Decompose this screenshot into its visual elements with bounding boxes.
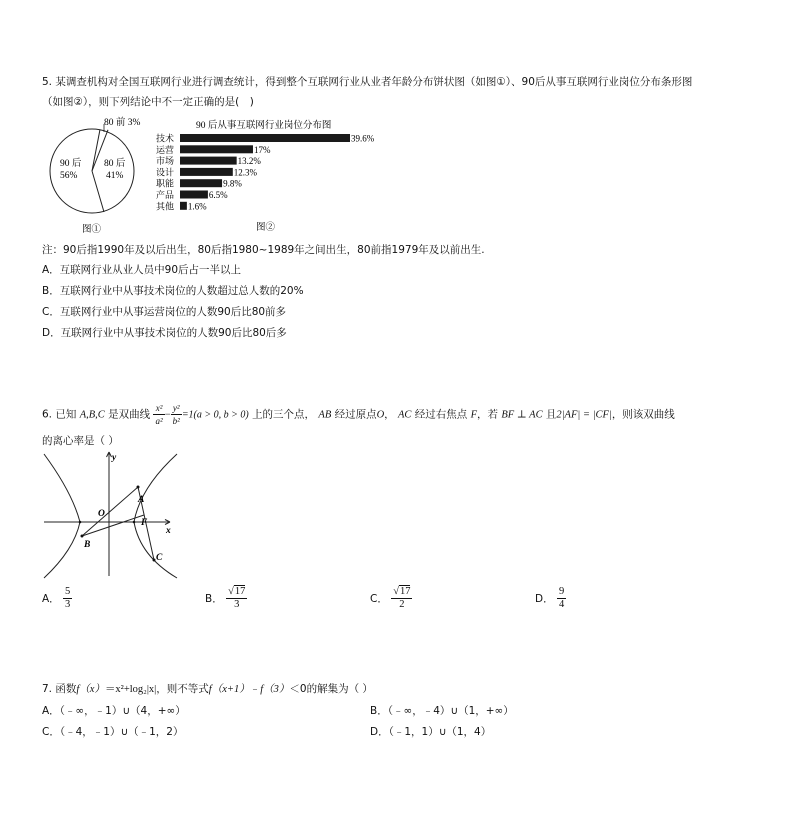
- pie-pct-80hou: 41%: [106, 171, 124, 181]
- q6-cond1: BF ⊥ AC: [501, 409, 543, 421]
- q6-frac-y-den: b²: [172, 416, 180, 426]
- q5-option-c: C．互联网行业中从事运营岗位的人数90后比80前多: [42, 306, 287, 318]
- q6-option-c-letter: C．: [370, 593, 388, 605]
- q6-option-a-num: 5: [65, 586, 71, 597]
- q6-text-focus: 经过右焦点: [414, 408, 468, 421]
- q6-frac-y-num: y²: [171, 402, 182, 415]
- label-y: y: [112, 453, 117, 463]
- pie-pct-90hou: 56%: [60, 171, 78, 181]
- label-a: A: [138, 495, 145, 505]
- hyperbola-figure: [42, 450, 182, 580]
- q6-cond2: 2|AF| = |CF|: [556, 409, 612, 421]
- pie-label-80hou: 80 后: [104, 159, 126, 169]
- pie-label-80qian: 80 前 3%: [104, 118, 141, 128]
- q6-frac-x: [153, 402, 164, 427]
- point-a: [137, 486, 140, 489]
- pie-caption: 图①: [82, 225, 102, 235]
- q6-option-b-frac: $\frac{√17}{3}$: [228, 586, 246, 610]
- q7-stem-d: ＜0的解集为（ ）: [289, 683, 373, 695]
- q6-ac: AC: [398, 409, 412, 421]
- q6-text-hyperbola: 是双曲线: [108, 408, 151, 421]
- pie-label-90hou: 90 后: [60, 159, 82, 169]
- bar-category-label: 其他: [156, 201, 175, 212]
- q6-eq-rest: =1(a > 0, b > 0): [181, 409, 249, 421]
- bar-chart-caption: 图②: [256, 223, 276, 233]
- q6-option-a-frac: [63, 586, 72, 611]
- bar-value-label: 12.3%: [233, 167, 258, 178]
- q6-ab: AB: [318, 409, 332, 421]
- q6-stem-line2: 的离心率是（ ）: [42, 435, 119, 447]
- q6-f: F: [470, 409, 478, 421]
- label-x: x: [166, 526, 171, 536]
- pie-chart: [44, 114, 141, 236]
- q7-option-d: D．（﹣1，1）∪（1，4）: [370, 726, 492, 738]
- label-c: C: [156, 553, 163, 563]
- bar-chart: [150, 118, 400, 236]
- q5-option-d: D．互联网行业中从事技术岗位的人数90后比80后多: [42, 327, 287, 339]
- bar-category-label: 产品: [156, 190, 175, 200]
- q5-note: 注：90后指1990年及以后出生，80后指1980~1989年之间出生，80前指1979年及以前出生.: [42, 244, 485, 256]
- bar-category-label: 设计: [156, 167, 175, 178]
- point-left-vertex: [79, 521, 82, 524]
- q6-option-c-frac: $\frac{√17}{2}$: [393, 586, 411, 610]
- q6-option-b-den: 3: [234, 599, 240, 610]
- bar-mark: [180, 168, 233, 176]
- q6-text-and: 且: [545, 408, 557, 421]
- bar-value-label: 6.5%: [208, 190, 228, 200]
- q6-o: O: [376, 409, 385, 421]
- bar-value-label: 17%: [253, 144, 271, 155]
- q7-fx1: f（x+1）: [208, 684, 250, 695]
- pie-divider-bottom: [92, 171, 104, 212]
- bar-category-label: 技术: [156, 133, 175, 144]
- q7-option-a: A．（﹣∞，﹣1）∪（4，+∞）: [42, 705, 186, 717]
- point-right-vertex: [133, 521, 136, 524]
- q6-option-c-den: 2: [399, 599, 405, 610]
- bar-mark: [180, 157, 237, 165]
- q7-stem-c: ﹣: [249, 683, 261, 695]
- q6-stem-line1: 6. 已知 A,B,C 是双曲线 $\frac{\text{x²}}{\text{a²}}$ − $\frac{\text{y²}}{\text{b²}}$ =1(a > 0, b > 0) 上的三个点， AB 经过原点O， AC 经过右焦点 F，若 BF ⊥ AC 且2|AF| = |CF|，则该双曲线: [42, 403, 675, 426]
- q6-text-then: ，则该双曲线: [611, 408, 675, 421]
- bar-chart-title: 90 后从事互联网行业岗位分布图: [196, 121, 332, 131]
- q6-option-b-num: 17: [234, 586, 246, 597]
- q6-text-origin: 经过原点: [334, 408, 377, 421]
- q6-option-a-den: 3: [65, 599, 71, 610]
- q5-stem-line2: （如图②），则下列结论中不一定正确的是( ): [42, 96, 254, 108]
- q7-stem-a: 7. 函数: [42, 683, 77, 695]
- q7-stem: [42, 681, 373, 696]
- q7-option-b: B．（﹣∞，﹣4）∪（1，+∞）: [370, 705, 514, 717]
- q6-option-b-letter: B．: [205, 593, 223, 605]
- bar-mark: [180, 145, 253, 153]
- q6-option-c: [370, 586, 412, 611]
- label-o: O: [98, 509, 105, 519]
- q6-option-c-num: 17: [399, 586, 411, 597]
- label-f: F: [141, 518, 148, 528]
- bar-mark: [180, 202, 187, 210]
- bar-value-label: 1.6%: [187, 201, 207, 212]
- label-b: B: [84, 540, 91, 550]
- bar-category-label: 职能: [156, 178, 175, 189]
- bar-mark: [180, 179, 222, 187]
- bar-mark: [180, 191, 208, 199]
- q5-option-b: B．互联网行业中从事技术岗位的人数超过总人数的20%: [42, 285, 304, 297]
- q6-text-points: 上的三个点，: [252, 408, 316, 421]
- bar-value-label: 39.6%: [351, 133, 375, 144]
- bar-value-label: 9.8%: [223, 178, 242, 189]
- q6-option-a-letter: A．: [42, 593, 60, 605]
- q6-option-d: [535, 586, 566, 611]
- q6-frac-y: [171, 402, 182, 427]
- q7-stem-b: ＝x²+log₂|x|，则不等式: [104, 684, 209, 695]
- q6-points: A,B,C: [79, 409, 105, 421]
- q7-fx: f（x）: [76, 684, 105, 695]
- q6-option-d-num: 9: [558, 586, 565, 597]
- line-ab: [82, 487, 138, 536]
- q6-option-d-frac: [557, 586, 566, 611]
- q6-frac-x-num: x²: [153, 402, 164, 415]
- q6-option-b: [205, 586, 247, 611]
- pie-divider-top: [92, 130, 100, 172]
- q7-option-c: C．（﹣4，﹣1）∪（﹣1，2）: [42, 726, 184, 738]
- q6-comma: ，: [384, 408, 395, 421]
- q6-option-d-den: 4: [558, 599, 565, 610]
- q7-f3: f（3）: [260, 684, 290, 695]
- hyperbola-left-branch: [44, 454, 80, 578]
- point-b: [81, 535, 84, 538]
- bar-mark: [180, 134, 350, 142]
- q6-text-if: ，若: [477, 408, 499, 421]
- q6-option-a: [42, 586, 72, 611]
- bar-category-label: 市场: [156, 156, 175, 167]
- q6-frac-x-den: a²: [155, 416, 163, 426]
- q5-stem-line1: 5. 某调查机构对全国互联网行业进行调查统计，得到整个互联网行业从业者年龄分布饼状图（如图①）、90后从事互联网行业岗位分布条形图: [42, 76, 693, 88]
- bar-group: [156, 133, 375, 212]
- q5-option-a: A．互联网行业从业人员中90后占一半以上: [42, 264, 242, 276]
- q6-option-d-letter: D．: [535, 593, 554, 605]
- bar-value-label: 13.2%: [237, 156, 261, 167]
- q6-prefix: 6. 已知: [42, 408, 77, 421]
- bar-category-label: 运营: [156, 144, 175, 155]
